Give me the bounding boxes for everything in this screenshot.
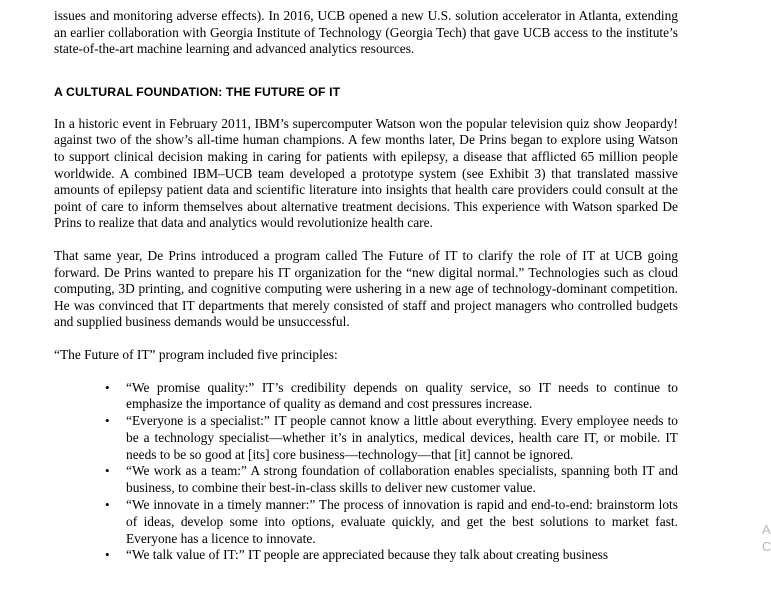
bullet-icon: • [105,463,110,479]
document-page [54,8,678,564]
intro-paragraph: issues and monitoring adverse effects). In 2016, UCB opened a new U.S. solution accelerator in Atlanta, extending an earlier collaboration with Georgia Institute of Technology (Georgia Tech) that gave UCB access to the institute’s state-of-the-art machine learning and advanced analytics resources. [54,8,678,57]
margin-glyph: C [762,539,771,554]
bullet-icon: • [105,497,110,513]
margin-glyphs [762,521,771,555]
principle-text: “We work as a team:” A strong foundation of collaboration enables specialists, spanning both IT and business, to combine their best-in-class skills to deliver new customer value. [126,463,678,496]
future-of-it-paragraph: That same year, De Prins introduced a program called The Future of IT to clarify the role of IT at UCB going forward. De Prins wanted to prepare his IT organization for the “new digital normal.” Technologies such as cloud computing, 3D printing, and cognitive computing were ushering in a new age of technology-dominant competition. He was convinced that IT departments that merely consisted of staff and project managers who controlled budgets and supplied business demands would be unsuccessful. [54,247,678,330]
list-item [54,413,678,463]
margin-glyph: A [762,522,771,537]
list-item [54,547,678,564]
list-item [54,463,678,497]
bullet-icon: • [105,547,110,563]
principle-text: “We talk value of IT:” IT people are appreciated because they talk about creating business [126,547,609,563]
watson-paragraph: In a historic event in February 2011, IBM’s supercomputer Watson won the popular television quiz show Jeopardy! against two of the show’s all-time human champions. A few months later, De Prins began to explore using Watson to support clinical decision making in caring for patients with epilepsy, a disease that afflicted 65 million people worldwide. A combined IBM–UCB team developed a prototype system (see Exhibit 3) that translated massive amounts of epilepsy patient data and scientific literature into insights that health care providers could consult at the point of care to inform themselves about alternative treatment decisions. This experience with Watson sparked De Prins to realize that data and analytics would revolutionize health care. [54,115,678,231]
principles-intro: “The Future of IT” program included five principles: [54,346,338,362]
principles-list [54,380,678,565]
list-item [54,497,678,547]
section-heading: A CULTURAL FOUNDATION: THE FUTURE OF IT [54,84,341,99]
list-item [54,380,678,414]
principle-text: “Everyone is a specialist:” IT people cannot know a little about everything. Every employee needs to be a technology specialist—whether it’s in analytics, medical devices, health care IT, or mobile. IT needs to be so good at [its] core business—technology—that [it] cannot be ignored. [126,413,678,462]
principle-text: “We promise quality:” IT’s credibility depends on quality service, so IT needs to continue to emphasize the importance of quality as demand and cost pressures increase. [126,379,678,412]
bullet-icon: • [105,379,110,395]
principle-text: “We innovate in a timely manner:” The process of innovation is rapid and end-to-end: brainstorm lots of ideas, develop some into options, evaluate quickly, and get the best solutions to market fast. Everyone has a licence to innovate. [126,497,678,546]
bullet-icon: • [105,413,110,429]
